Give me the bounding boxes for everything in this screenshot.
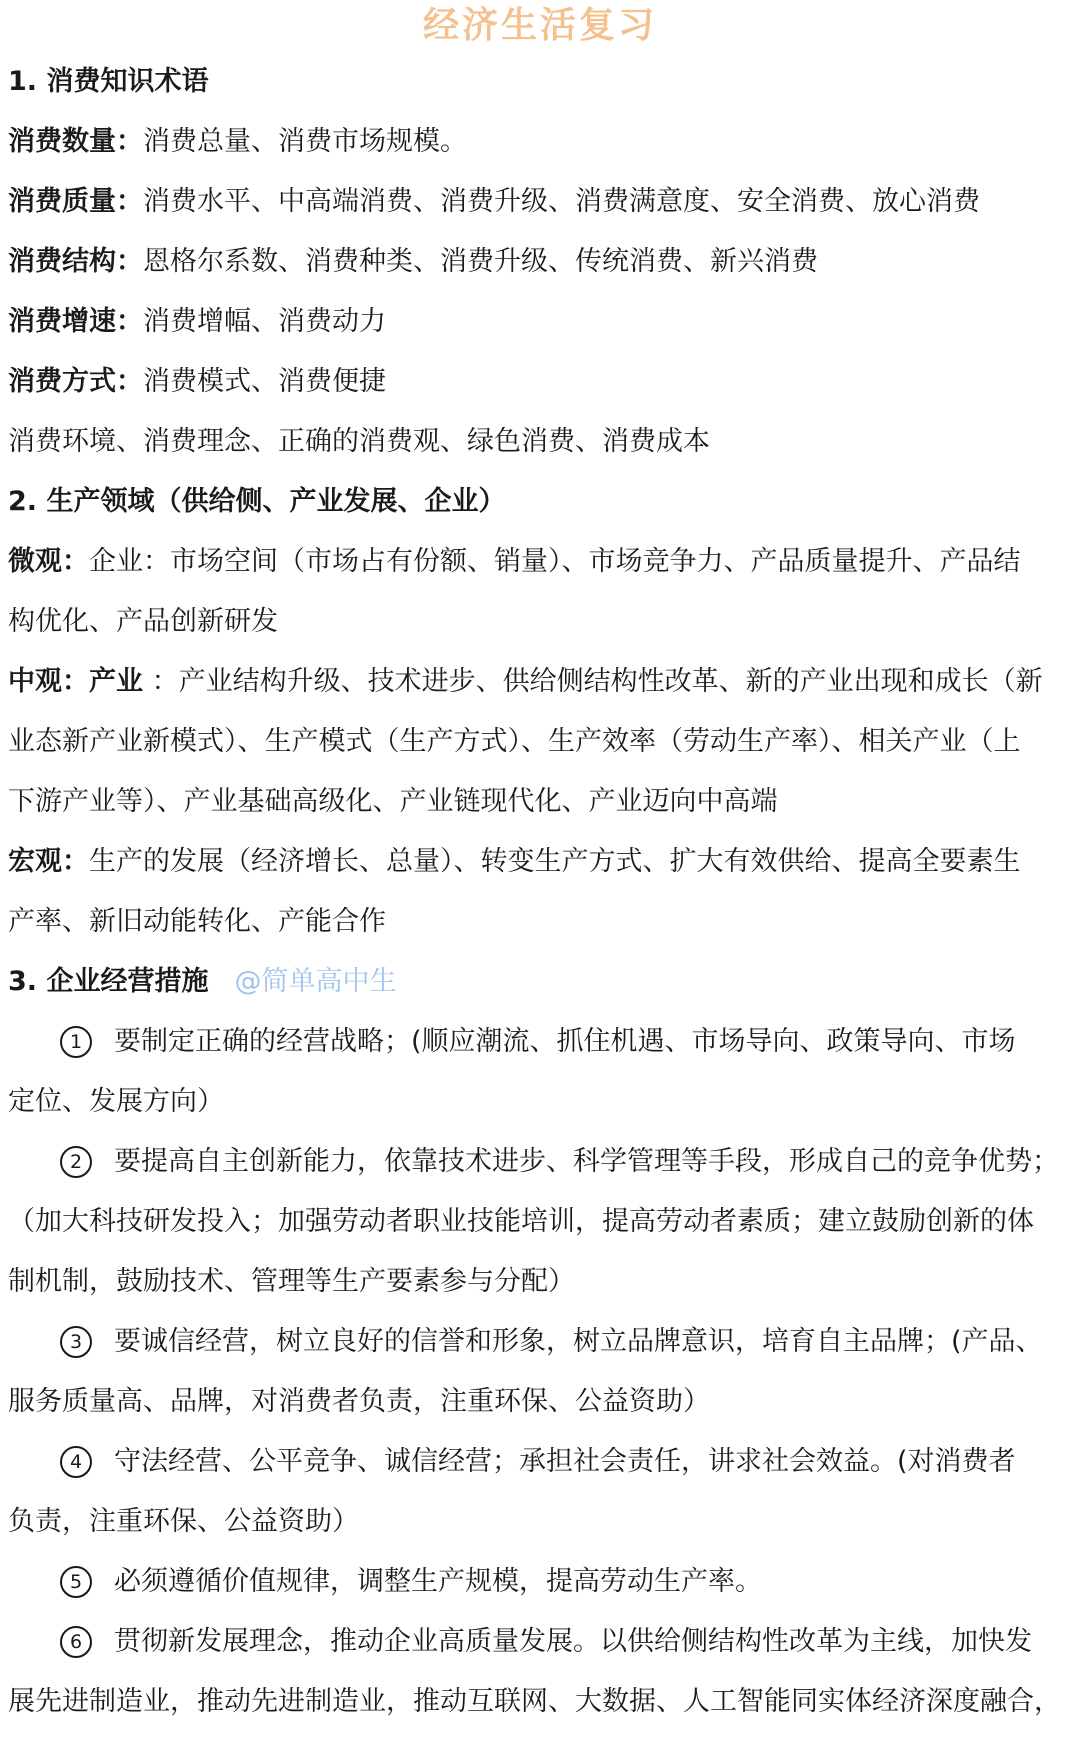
item-text: 贯彻新发展理念，推动企业高质量发展。以供给侧结构性改革为主线，加快发 bbox=[114, 1626, 1032, 1657]
measure-item-5 bbox=[8, 1552, 1072, 1612]
circled-number-3: 3 bbox=[60, 1326, 92, 1358]
circled-number-4: 4 bbox=[60, 1446, 92, 1478]
row-text: 消费模式、消费便捷 bbox=[143, 366, 386, 397]
consumption-quantity-row bbox=[8, 112, 1072, 172]
item-text: 要提高自主创新能力，依靠技术进步、科学管理等手段，形成自己的竞争优势； bbox=[114, 1146, 1059, 1177]
consumption-extra-row: 消费环境、消费理念、正确的消费观、绿色消费、消费成本 bbox=[8, 426, 710, 457]
measure-item-1 bbox=[8, 1012, 1072, 1072]
circled-number-5: 5 bbox=[60, 1566, 92, 1598]
measure-item-1-cont: 定位、发展方向） bbox=[8, 1086, 224, 1117]
macro-row-cont: 产率、新旧动能转化、产能合作 bbox=[8, 906, 386, 937]
micro-row-cont: 构优化、产品创新研发 bbox=[8, 606, 278, 637]
row-label: 微观： bbox=[8, 546, 89, 577]
micro-row bbox=[8, 532, 1072, 592]
row-text: 消费总量、消费市场规模。 bbox=[143, 126, 467, 157]
section-heading-enterprise bbox=[8, 952, 1072, 1012]
measure-item-3 bbox=[8, 1312, 1072, 1372]
item-text: 要诚信经营，树立良好的信誉和形象，树立品牌意识，培育自主品牌；(产品、 bbox=[114, 1326, 1043, 1357]
circled-number-2: 2 bbox=[60, 1146, 92, 1178]
circled-number-6: 6 bbox=[60, 1626, 92, 1658]
measure-item-2 bbox=[8, 1132, 1072, 1192]
row-text: ：产业结构升级、技术进步、供给侧结构性改革、新的产业出现和成长（新 bbox=[143, 666, 1043, 697]
row-label: 消费增速： bbox=[8, 306, 143, 337]
watermark-text: @简单高中生 bbox=[234, 966, 397, 997]
measure-item-3-cont: 服务质量高、品牌，对消费者负责，注重环保、公益资助） bbox=[8, 1386, 710, 1417]
consumption-structure-row bbox=[8, 232, 1072, 292]
row-text: 消费水平、中高端消费、消费升级、消费满意度、安全消费、放心消费 bbox=[143, 186, 980, 217]
meso-row bbox=[8, 652, 1072, 712]
row-label: 消费结构： bbox=[8, 246, 143, 277]
consumption-mode-row bbox=[8, 352, 1072, 412]
consumption-growth-row bbox=[8, 292, 1072, 352]
measure-item-4-cont: 负责，注重环保、公益资助） bbox=[8, 1506, 359, 1537]
item-text: 必须遵循价值规律，调整生产规模，提高劳动生产率。 bbox=[114, 1566, 762, 1597]
measure-item-6 bbox=[8, 1612, 1072, 1672]
section-heading-text: 3. 企业经营措施 bbox=[8, 966, 209, 997]
row-label: 消费质量： bbox=[8, 186, 143, 217]
row-label: 消费方式： bbox=[8, 366, 143, 397]
meso-row-cont: 业态新产业新模式）、生产模式（生产方式）、生产效率（劳动生产率）、相关产业（上 bbox=[8, 726, 1021, 757]
item-text: 要制定正确的经营战略；(顺应潮流、抓住机遇、市场导向、政策导向、市场 bbox=[114, 1026, 1016, 1057]
meso-row-cont: 下游产业等）、产业基础高级化、产业链现代化、产业迈向中高端 bbox=[8, 786, 778, 817]
row-text: 消费增幅、消费动力 bbox=[143, 306, 386, 337]
macro-row bbox=[8, 832, 1072, 892]
section-heading-consumption: 1. 消费知识术语 bbox=[8, 66, 209, 97]
row-text: 恩格尔系数、消费种类、消费升级、传统消费、新兴消费 bbox=[143, 246, 818, 277]
row-label: 宏观： bbox=[8, 846, 89, 877]
measure-item-6-cont: 展先进制造业，推动先进制造业，推动互联网、大数据、人工智能同实体经济深度融合， bbox=[8, 1686, 1061, 1717]
row-label: 消费数量： bbox=[8, 126, 143, 157]
circled-number-1: 1 bbox=[60, 1026, 92, 1058]
measure-item-2-cont: 制机制，鼓励技术、管理等生产要素参与分配） bbox=[8, 1266, 575, 1297]
measure-item-4 bbox=[8, 1432, 1072, 1492]
row-label: 中观：产业 bbox=[8, 666, 143, 697]
consumption-quality-row bbox=[8, 172, 1072, 232]
row-text: 生产的发展（经济增长、总量）、转变生产方式、扩大有效供给、提高全要素生 bbox=[89, 846, 1021, 877]
item-text: 守法经营、公平竞争、诚信经营；承担社会责任，讲求社会效益。(对消费者 bbox=[114, 1446, 1016, 1477]
row-text: 企业：市场空间（市场占有份额、销量）、市场竞争力、产品质量提升、产品结 bbox=[89, 546, 1021, 577]
page-title: 经济生活复习 bbox=[422, 5, 657, 46]
section-heading-production: 2. 生产领域（供给侧、产业发展、企业） bbox=[8, 486, 506, 517]
measure-item-2-cont: （加大科技研发投入；加强劳动者职业技能培训，提高劳动者素质；建立鼓励创新的体 bbox=[8, 1206, 1034, 1237]
